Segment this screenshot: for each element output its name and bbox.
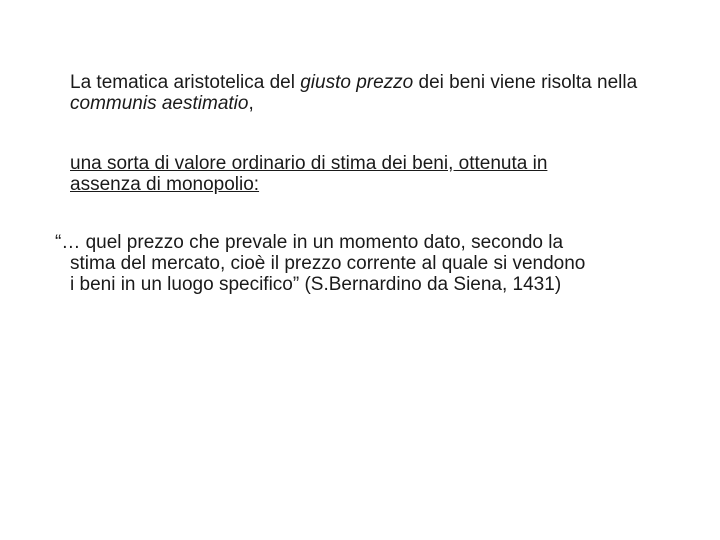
definition-line-2: assenza di monopolio: xyxy=(70,174,260,195)
definition-paragraph xyxy=(70,153,670,195)
quote-paragraph xyxy=(55,232,673,295)
intro-paragraph xyxy=(70,72,690,114)
definition-line-1: una sorta di valore ordinario di stima dei beni, ottenuta in xyxy=(70,153,548,174)
intro-text-start: La tematica aristotelica del xyxy=(70,72,301,93)
intro-text-end: , xyxy=(248,93,254,114)
giusto-prezzo-term: giusto prezzo xyxy=(300,72,414,93)
quote-line-2: stima del mercato, cioè il prezzo corrente al quale si vendono xyxy=(70,253,586,274)
quote-line-1: “… quel prezzo che prevale in un momento dato, secondo la xyxy=(55,232,564,253)
intro-text-middle: dei beni viene risolta nella xyxy=(413,72,638,93)
communis-aestimatio-term: communis aestimatio xyxy=(70,93,249,114)
quote-line-3: i beni in un luogo specifico” (S.Bernardino da Siena, 1431) xyxy=(70,274,562,295)
